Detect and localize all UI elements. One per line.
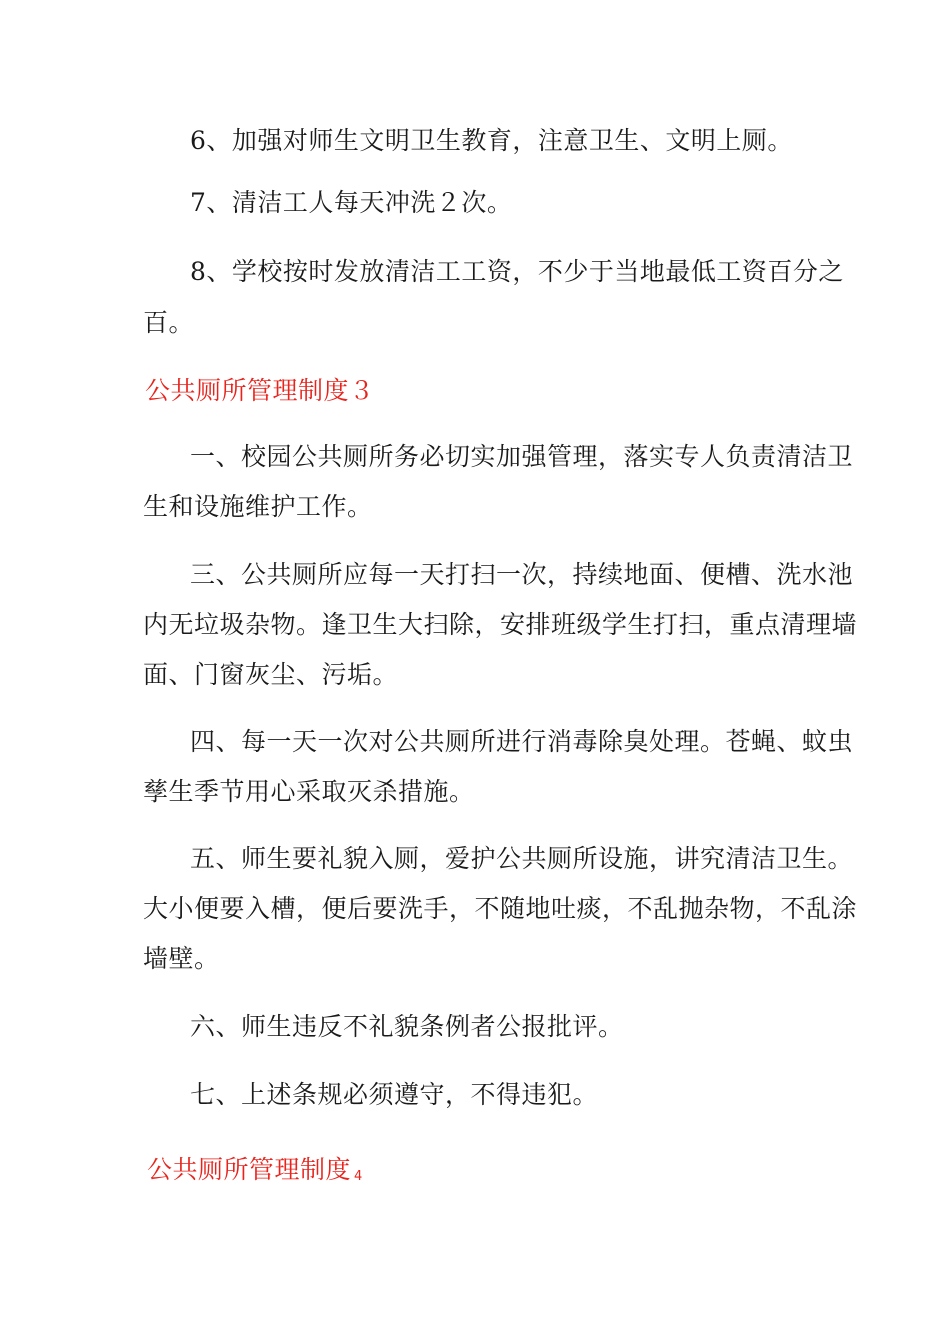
section-3-item-4-line-1: 四、每一天一次对公共厕所进行消毒除臭处理。苍蝇、蚊虫 xyxy=(190,727,854,756)
paragraph-8-line-1: 8、学校按时发放清洁工工资，不少于当地最低工资百分之 xyxy=(190,257,844,286)
paragraph-7: 7、清洁工人每天冲洗２次。 xyxy=(190,188,513,217)
paragraph-6: 6、加强对师生文明卫生教育，注意卫生、文明上厕。 xyxy=(190,126,793,155)
section-3-item-5-line-2: 大小便要入槽，便后要洗手，不随地吐痰，不乱抛杂物，不乱涂 xyxy=(143,894,858,923)
section-3-item-3-line-1: 三、公共厕所应每一天打扫一次，持续地面、便槽、洗水池 xyxy=(190,560,854,589)
section-3-item-1-line-2: 生和设施维护工作。 xyxy=(143,492,373,521)
section-4-heading-number: 4 xyxy=(354,1169,363,1184)
section-3-item-1-line-1: 一、校园公共厕所务必切实加强管理，落实专人负责清洁卫 xyxy=(190,442,854,471)
section-3-item-5-line-1: 五、师生要礼貌入厕，爱护公共厕所设施，讲究清洁卫生。 xyxy=(190,844,854,873)
section-4-heading xyxy=(147,1150,363,1186)
section-3-item-3-line-2: 内无垃圾杂物。逢卫生大扫除，安排班级学生打扫，重点清理墙 xyxy=(143,610,858,639)
paragraph-8-line-2: 百。 xyxy=(143,308,195,337)
section-3-heading: 公共厕所管理制度３ xyxy=(145,376,375,405)
section-3-item-5-line-3: 墙壁。 xyxy=(143,944,220,973)
section-3-item-7: 七、上述条规必须遵守，不得违犯。 xyxy=(190,1080,599,1109)
section-4-heading-text: 公共厕所管理制度 xyxy=(147,1155,352,1184)
section-3-item-3-line-3: 面、门窗灰尘、污垢。 xyxy=(143,660,399,689)
section-3-item-6: 六、师生违反不礼貌条例者公报批评。 xyxy=(190,1012,624,1041)
section-3-item-4-line-2: 孳生季节用心采取灭杀措施。 xyxy=(143,777,475,806)
